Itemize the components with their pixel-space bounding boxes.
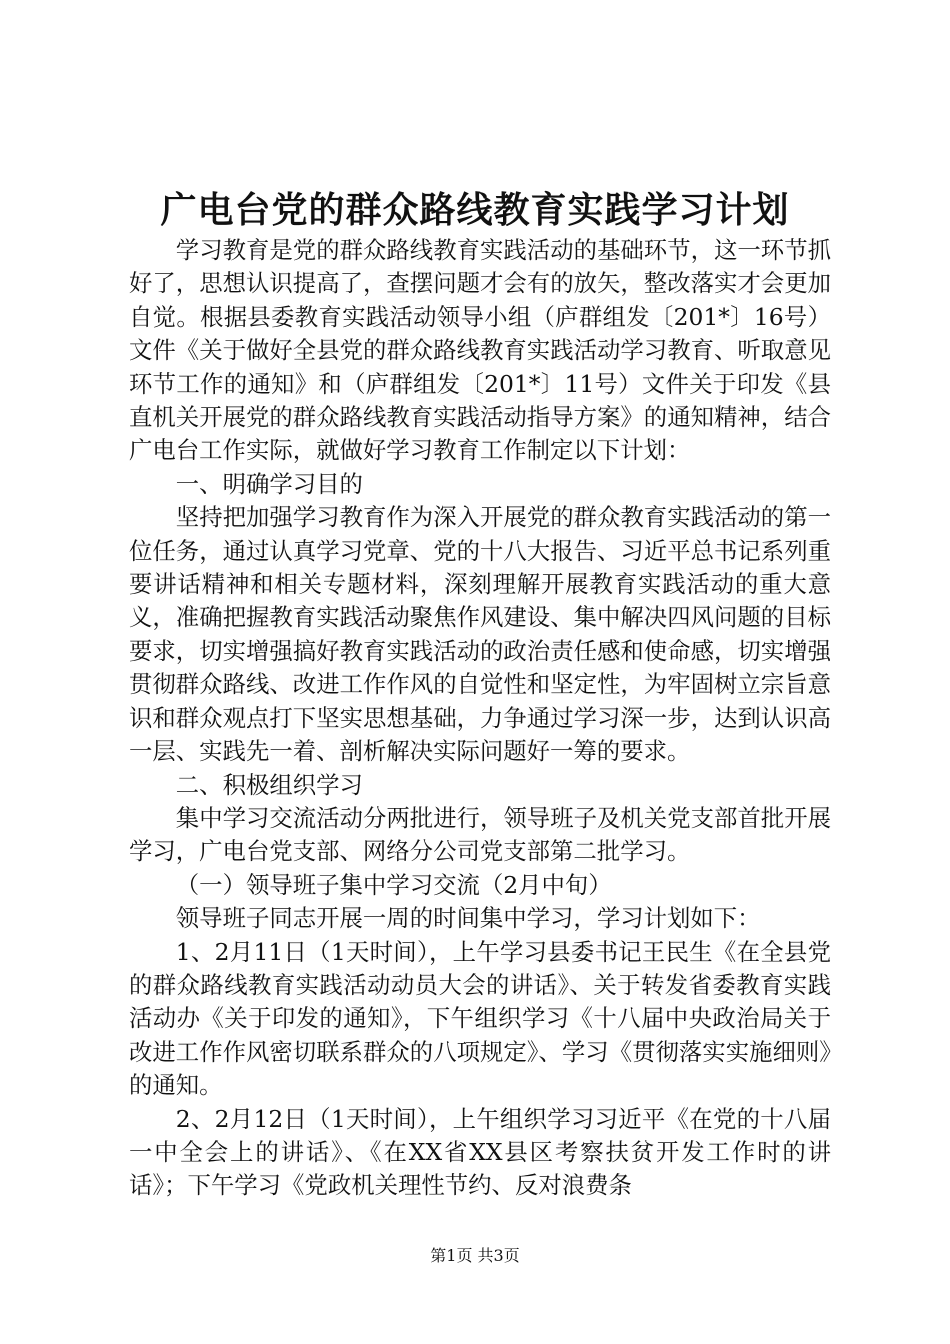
schedule-item-1: 1、2月11日（1天时间），上午学习县委书记王民生《在全县党的群众路线教育实践活动动员大会的讲话》、关于转发省委教育实践活动办《关于印发的通知》，下午组织学习《十八届中央政治局关于改进工作作风密切联系群众的八项规定》、学习《贯彻落实实施细则》的通知。 bbox=[129, 937, 831, 1100]
subsection-1-intro: 领导班子同志开展一周的时间集中学习，学习计划如下： bbox=[175, 904, 761, 933]
subsection-heading-1: （一）领导班子集中学习交流（2月中旬） bbox=[175, 870, 612, 899]
page-footer: 第1页 共3页 bbox=[430, 1246, 520, 1265]
schedule-item-2: 2、2月12日（1天时间），上午组织学习习近平《在党的十八届一中全会上的讲话》、《在XX省XX县区考察扶贫开发工作时的讲话》；下午学习《党政机关理性节约、反对浪费条 bbox=[129, 1104, 831, 1200]
section-1-paragraph: 坚持把加强学习教育作为深入开展党的群众教育实践活动的第一位任务，通过认真学习党章、党的十八大报告、习近平总书记系列重要讲话精神和相关专题材料，深刻理解开展教育实践活动的重大意义，准确把握教育实践活动聚焦作风建设、集中解决四风问题的目标要求，切实增强搞好教育实践活动的政治责任感和使命感，切实增强贯彻群众路线、改进工作作风的自觉性和坚定性，为牢固树立宗旨意识和群众观点打下坚实思想基础，力争通过学习深一步，达到认识高一层、实践先一着、剖析解决实际问题好一筹的要求。 bbox=[129, 503, 831, 766]
section-heading-2: 二、积极组织学习 bbox=[175, 770, 363, 799]
section-2-paragraph: 集中学习交流活动分两批进行，领导班子及机关党支部首批开展学习，广电台党支部、网络分公司党支部第二批学习。 bbox=[129, 803, 831, 866]
intro-paragraph: 学习教育是党的群众路线教育实践活动的基础环节，这一环节抓好了，思想认识提高了，查摆问题才会有的放矢，整改落实才会更加自觉。根据县委教育实践活动领导小组（庐群组发〔201*〕16号）文件《关于做好全县党的群众路线教育实践活动学习教育、听取意见环节工作的通知》和（庐群组发〔201*〕11号）文件关于印发《县直机关开展党的群众路线教育实践活动指导方案》的通知精神，结合广电台工作实际，就做好学习教育工作制定以下计划： bbox=[129, 236, 831, 465]
section-heading-1: 一、明确学习目的 bbox=[175, 469, 363, 498]
document-title: 广电台党的群众路线教育实践学习计划 bbox=[160, 189, 790, 231]
document-body bbox=[129, 234, 831, 1203]
